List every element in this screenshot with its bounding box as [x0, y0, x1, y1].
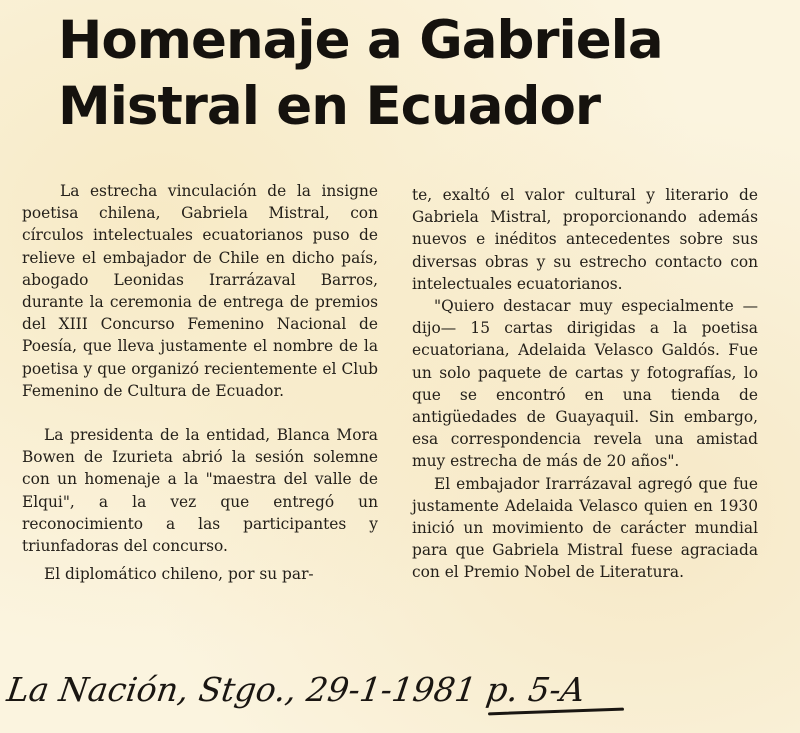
headline-line-2: Mistral en Ecuador: [58, 76, 601, 137]
article-column-right: [412, 184, 758, 584]
article-paragraph: La presidenta de la entidad, Blanca Mora Bowen de Izurieta abrió la sesión solemne con un homenaje a la "maestra del valle de Elqui", a la vez que entregó un reconocimiento a las participantes y triunfadoras del concurso.: [22, 426, 378, 556]
article-paragraph: El embajador Irarrázaval agregó que fue justamente Adelaida Velasco quien en 1930 inició un movimiento de carácter mundial para que Gabriela Mistral fuese agraciada con el Premio Nobel de Literatura.: [412, 474, 758, 582]
headline-line-1: Homenaje a Gabriela: [58, 10, 663, 71]
article-paragraph: El diplomático chileno, por su par-: [44, 565, 314, 584]
article-paragraph: La estrecha vinculación de la insigne poetisa chilena, Gabriela Mistral, con círculos intelectuales ecuatorianos puso de relieve el embajador de Chile en dicho país, abogado Leonidas Irarrázaval Barros, durante la ceremonia de entrega de premios del XIII Concurso Femenino Nacional de Poesía, que lleva justamente el nombre de la poetisa y que organizó recientemente el Club Femenino de Cultura de Ecuador.: [22, 182, 378, 400]
article-paragraph: "Quiero destacar muy especialmente —dijo— 15 cartas dirigidas a la poetisa ecuatoriana, Adelaida Velasco Galdós. Fue un solo paquete de cartas y fotografías, lo que se encontró en una tienda de antigüedades de Guayaquil. Sin embargo, esa correspondencia revela una amistad muy estrecha de más de 20 años".: [412, 297, 758, 471]
article-paragraph: te, exaltó el valor cultural y literario de Gabriela Mistral, proporcionando además nuevos e inéditos antecedentes sobre sus diversas obras y su estrecho contacto con intelectuales ecuatorianos.: [412, 186, 758, 293]
handwritten-source-annotation: La Nación, Stgo., 29-1-1981 p. 5-A: [4, 670, 588, 709]
article-column-left: [22, 180, 378, 585]
headline: [58, 8, 758, 140]
